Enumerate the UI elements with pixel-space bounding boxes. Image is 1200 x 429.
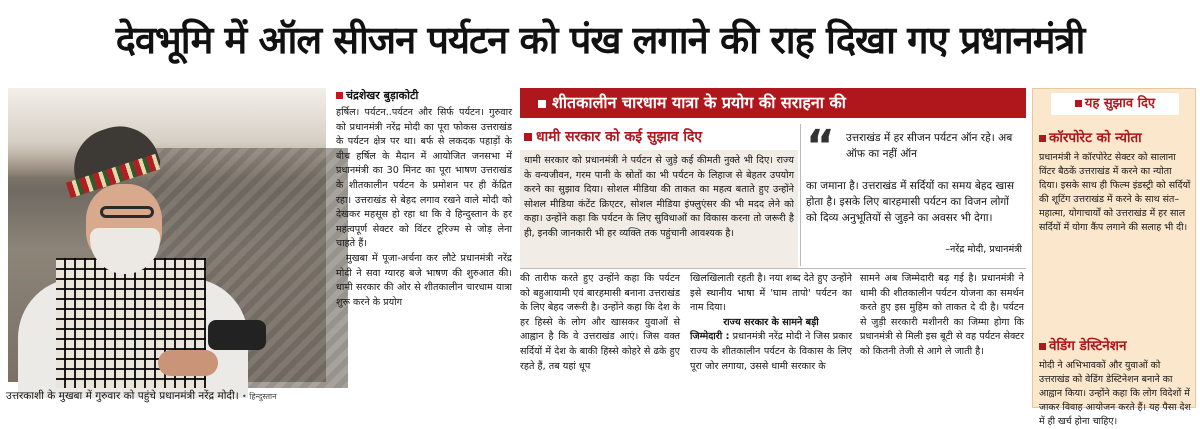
article-column-4	[860, 272, 1024, 408]
column-1-body	[336, 106, 512, 310]
sidebar-item-2-title-text: वेडिंग डेस्टिनेशन	[1049, 338, 1127, 354]
column-3-subheading: राज्य सरकार के सामने बड़ी	[723, 316, 819, 328]
column-divider	[800, 124, 801, 266]
sidebar-item-1-text: प्रधानमंत्री ने कॉरपोरेट सेक्टर को सालाना विंटर बैठकें उत्तराखंड में करने का न्योता दिया। इसके साथ ही फिल्म इंडस्ट्री को सर्दियों की शूटिंग उत्तराखंड में करने के साथ संत–महात्मा, योगाचार्यों को उत्तराखंड में हर साल सर्दियों में योगा कैंप लगाने की सलाह भी दी।	[1039, 152, 1191, 233]
column-2-text: की तारीफ करते हुए उन्होंने कहा कि पर्यटन को बहुआयामी एवं बारहमासी बनाना उत्तराखंड के लिए बेहद जरूरी है। उन्होंने कहा कि देश के हर हिस्से के लोग और खासकर युवाओं से आह्वान है कि वे उत्तराखंड आएं। जिस वक्त सर्दियों में देश के बाकी हिस्से कोहरे से ढके हुए रहते हैं, तब यहां धूप	[520, 273, 680, 372]
column-3-paragraph-2-text: प्रधानमंत्री नरेंद्र मोदी ने जिस प्रकार राज्य के शीतकालीन पर्यटन के विकास के लिए पूरा जोर लगाया, उससे धामी सरकार के	[690, 331, 852, 372]
article-column-3	[690, 272, 852, 408]
column-4-text: सामने अब जिम्मेदारी बढ़ गई है। प्रधानमंत्री ने धामी की शीतकालीन पर्यटन योजना का समर्थन करते हुए इस मुहिम को ताकत दे दी है। पर्यटन से जुड़ी सरकारी मशीनरी का जिम्मा होगा कि प्रधानमंत्री से मिली इस बूटी से वह पर्यटन सेक्टर को कितनी तेजी से आगे ले जाती है।	[860, 273, 1024, 357]
suggestions-box	[520, 150, 798, 268]
byline-text: चंद्रशेखर बुड़ाकोटी	[346, 89, 419, 102]
sidebar-header-text: यह सुझाव दिए	[1084, 96, 1156, 111]
headline: देवभूमि में ऑल सीजन पर्यटन को पंख लगाने की राह दिखा गए प्रधानमंत्री	[115, 18, 1085, 62]
quote-attribution: –नरेंद्र मोदी, प्रधानमंत्री	[945, 244, 1022, 255]
glasses-shape	[100, 206, 154, 218]
binoculars-shape	[208, 320, 266, 350]
bullet-square-icon	[524, 133, 532, 141]
suggestions-sidebar	[1032, 88, 1196, 427]
subheading-text: धामी सरकार को कई सुझाव दिए	[536, 129, 703, 145]
news-photo	[8, 88, 326, 382]
bullet-square-icon	[1039, 135, 1046, 142]
hand-shape	[158, 350, 218, 376]
photo-credit: • हिन्दुस्तान	[242, 392, 277, 401]
sidebar-item-2-text: मोदी ने अभिभावकों और युवाओं को उत्तराखंड को वेडिंग डेस्टिनेशन बनाने का आह्वान किया। उन्होंने कहा कि लोग विदेशों में जाकर विवाह आयोजन करते हैं। यह पैसा देश में ही खर्च होना चाहिए।	[1039, 360, 1191, 427]
quote-line-2: का जमाना है। उत्तराखंड में सर्दियों का समय बेहद खास होता है। इसके लिए बारहमासी पर्यटन का विजन लोगों को दिव्य अनुभूतियों से जुड़ने का अवसर भी देगा।	[806, 180, 1015, 224]
byline	[336, 88, 512, 104]
quote-mark-icon: “	[806, 121, 835, 172]
section-bar	[520, 88, 1026, 118]
column-1-paragraph-2: मुखबा में पूजा-अर्चना कर लौटे प्रधानमंत्री नरेंद्र मोदी ने सवा ग्यारह बजे भाषण की शुरुआत की। धामी सरकार की ओर से शीतकालीन चारधाम यात्रा शुरू करने के प्रयोग	[336, 252, 512, 308]
bullet-square-icon	[1039, 343, 1046, 350]
suggestions-text: धामी सरकार को प्रधानमंत्री ने पर्यटन से जुड़े कई कीमती नुक्ते भी दिए। राज्य के वन्यजीवन, गरम पानी के स्रोतों का भी पर्यटन के लिहाज से बेहतर उपयोग करने का सुझाव दिया। सोशल मीडिया की ताकत का महत्व बताते हुए उन्होंने सोशल मीडिया कंटेंट क्रिएटर, सोशल मीडिया इंफ्लुएंसर की भी मदद लेने को कहा। उन्होंने कहा कि पर्यटन के लिए सुविधाओं का विकास करना तो जरूरी है ही, इनकी जानकारी भी हर व्यक्ति तक पहुंचानी आवश्यक है।	[524, 155, 794, 239]
sidebar-item-1-title	[1039, 129, 1142, 147]
subheading-suggestions	[524, 126, 796, 148]
sidebar-header	[1051, 93, 1179, 115]
horizontal-rule	[520, 268, 1026, 269]
article-column-2	[520, 272, 680, 408]
column-3-paragraph-2	[690, 330, 852, 374]
bullet-square-icon	[336, 92, 343, 99]
pull-quote	[806, 121, 1022, 266]
quote-line-1: उत्तराखंड में हर सीजन पर्यटन ऑन रहे। अब ऑफ का नहीं ऑन	[846, 132, 1013, 160]
caption-text: उत्तरकाशी के मुखबा में गुरुवार को पहुंचे प्रधानमंत्री नरेंद्र मोदी।	[6, 390, 239, 402]
article-column-1	[336, 88, 512, 406]
column-1-paragraph-1: हर्षिल। पर्यटन..पर्यटन और सिर्फ पर्यटन। गुरुवार को प्रधानमंत्री नरेंद्र मोदी का पूरा फोकस उत्तराखंड के पर्यटन क्षेत्र पर था। बर्फ से लकदक पहाड़ों के बीच हर्षिल के मैदान में आयोजित जनसभा में प्रधानमंत्री का 30 मिनट का पूरा भाषण उत्तराखंड के शीतकालीन पर्यटन के प्रमोशन पर ही केंद्रित रहा। उत्तराखंड से बेहद लगाव रखने वाले मोदी को देखकर महसूस हो रहा था कि वे हिन्दुस्तान के हर महत्वपूर्ण सेक्टर को विंटर टूरिज्म से जोड़ लेना चाहते हैं।	[336, 107, 512, 250]
sidebar-item-2-title	[1039, 337, 1126, 355]
column-3-paragraph-1: खिलखिलाती रहती है। नया शब्द देते हुए उन्होंने इसे स्थानीय भाषा में 'घाम तापो' पर्यटन का नाम दिया।	[690, 273, 852, 314]
bullet-square-icon	[538, 100, 546, 108]
section-bar-title: शीतकालीन चारधाम यात्रा के प्रयोग की सराहना की	[552, 93, 846, 112]
bullet-square-icon	[1075, 100, 1082, 107]
column-3-sub-prefix: जिम्मेदारी :	[690, 331, 730, 343]
photo-caption	[6, 386, 346, 406]
sidebar-item-1-title-text: कॉरपोरेट को न्योता	[1049, 130, 1142, 146]
